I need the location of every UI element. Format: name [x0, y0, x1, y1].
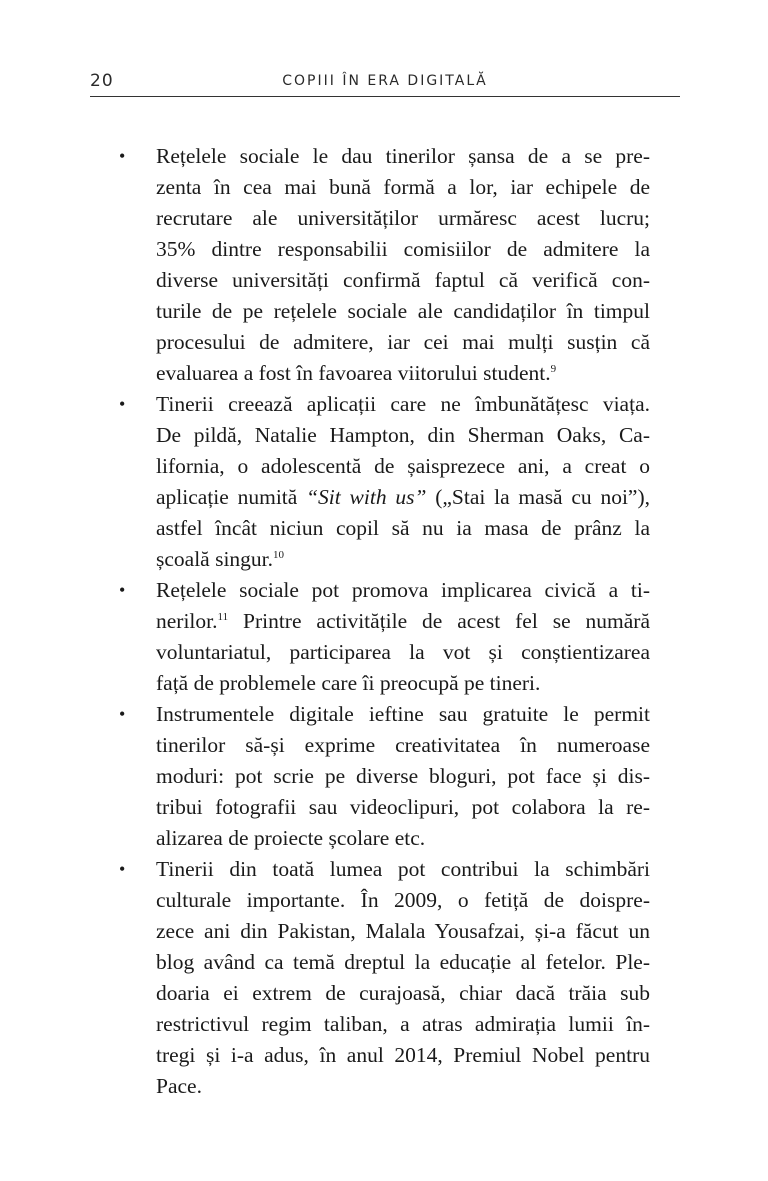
text-line: Rețelele sociale pot promova implicarea civică a ti- [156, 578, 650, 602]
text-line: De pildă, Natalie Hampton, din Sherman Oaks, Ca- [156, 423, 650, 447]
bullet-list [0, 141, 768, 1102]
text-line: față de problemele care îi preocupă pe tineri. [156, 671, 541, 695]
list-item [119, 575, 650, 699]
text-line: Tinerii din toată lumea pot contribui la schimbări [156, 857, 650, 881]
text-fragment: nerilor. [156, 609, 218, 633]
footnote-ref[interactable]: 11 [217, 611, 229, 623]
bullet-marker: • [119, 146, 126, 166]
text-line: recrutare ale universităților urmăresc acest lucru; [156, 206, 650, 230]
text-fragment: („Stai la masă cu noi”), [426, 485, 651, 509]
text-line: 35% dintre responsabilii comisiilor de admitere la [156, 237, 650, 261]
text-line: tinerilor să-și exprime creativitatea în numeroase [156, 733, 650, 757]
page-header [90, 68, 680, 97]
text-line: Rețelele sociale le dau tinerilor șansa de a se pre- [156, 144, 650, 168]
page-number: 20 [90, 71, 114, 91]
text-line: Tinerii creează aplicații care ne îmbunătățesc viața. [156, 392, 650, 416]
text-line [156, 544, 650, 575]
text-fragment: Printre activitățile de acest fel se numără [228, 609, 650, 633]
app-name: “Sit with us” [306, 485, 427, 509]
list-item [119, 699, 650, 854]
text-line: astfel încât niciun copil să nu ia masa de prânz la [156, 516, 650, 540]
text-line: tregi și i-a adus, în anul 2014, Premiul Nobel pentru [156, 1043, 650, 1067]
text-line: lifornia, o adolescentă de șaisprezece ani, a creat o [156, 454, 650, 478]
text-line: turile de pe rețelele sociale ale candidaților în timpul [156, 299, 650, 323]
text-line [156, 358, 650, 389]
text-line: restrictivul regim taliban, a atras admirația lumii în- [156, 1012, 650, 1036]
text-line [156, 482, 650, 513]
text-line: culturale importante. În 2009, o fetiță de doispre- [156, 888, 650, 912]
text-line: zenta în cea mai bună formă a lor, iar echipele de [156, 175, 650, 199]
list-item [119, 141, 650, 389]
bullet-marker: • [119, 704, 126, 724]
text-line: alizarea de proiecte școlare etc. [156, 826, 426, 850]
text-line: doaria ei extrem de curajoasă, chiar dacă trăia sub [156, 981, 650, 1005]
text-fragment: școală singur. [156, 547, 274, 571]
text-line: voluntariatul, participarea la vot și conștientizarea [156, 640, 650, 664]
text-line: zece ani din Pakistan, Malala Yousafzai, și-a făcut un [156, 919, 650, 943]
text-line: moduri: pot scrie pe diverse bloguri, pot face și dis- [156, 764, 650, 788]
text-line: diverse universități confirmă faptul că verifică con- [156, 268, 650, 292]
text-line: blog având ca temă dreptul la educație al fetelor. Ple- [156, 950, 650, 974]
text-fragment: aplicație numită [156, 485, 307, 509]
bullet-marker: • [119, 859, 126, 879]
text-line: Instrumentele digitale ieftine sau gratuite le permit [156, 702, 650, 726]
footnote-ref[interactable]: 10 [273, 549, 285, 561]
text-line [156, 606, 650, 637]
list-item [119, 854, 650, 1102]
text-line: procesului de admitere, iar cei mai mulți susțin că [156, 330, 650, 354]
list-item [119, 389, 651, 575]
text-line: Pace. [156, 1074, 202, 1098]
text-fragment: evaluarea a fost în favoarea viitorului student. [156, 361, 551, 385]
running-title: COPIII ÎN ERA DIGITALĂ [282, 73, 488, 89]
text-line: tribui fotografii sau videoclipuri, pot colabora la re- [156, 795, 650, 819]
bullet-marker: • [119, 580, 126, 600]
footnote-ref[interactable]: 9 [550, 363, 557, 375]
bullet-marker: • [119, 394, 126, 414]
